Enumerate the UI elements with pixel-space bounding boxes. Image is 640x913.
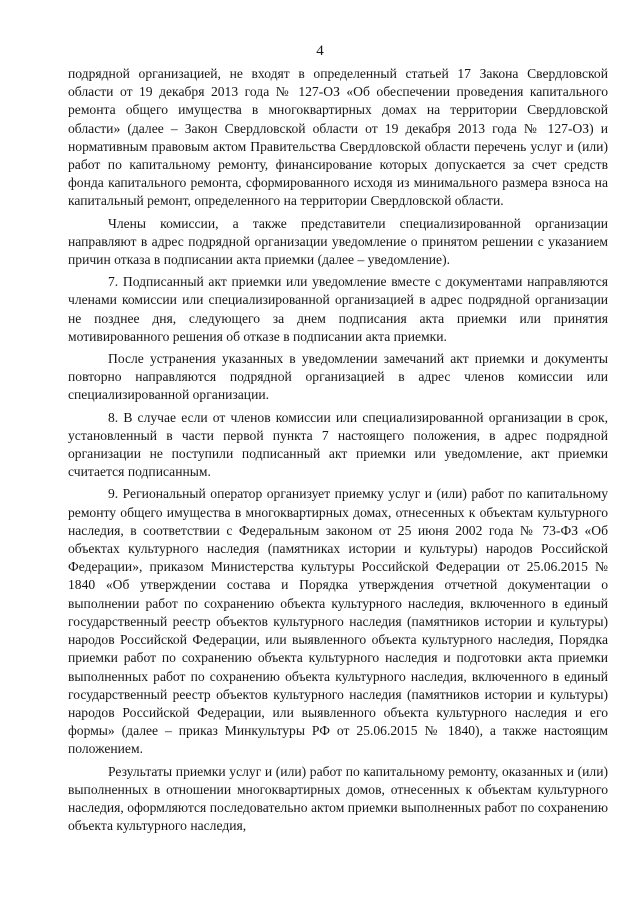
page-number: 4: [316, 43, 324, 59]
paragraph-continued: подрядной организацией, не входят в определенный статьей 17 Закона Свердловской области от 19 декабря 2013 года № 127-ОЗ «Об обеспечении проведения капитального ремонта общего имущества в многоквартирных домах на территории Свердловской области» (далее – Закон Свердловской области от 19 декабря 2013 года № 127-ОЗ) и нормативным правовым актом Правительства Свердловской области перечень услуг и (или) работ по капитальному ремонту, финансирование которых допускается за счет средств фонда капитального ремонта, сформированного исходя из минимального размера взноса на капитальный ремонт, определенного на территории Свердловской области.: [68, 66, 608, 209]
paragraph-item-8: 8. В случае если от членов комиссии или специализированной организации в срок, установленный в части первой пункта 7 настоящего положения, в адрес подрядной организации не поступили подписанный акт приемки или уведомление, акт приемки считается подписанным.: [68, 409, 608, 480]
paragraph-results: Результаты приемки услуг и (или) работ по капитальному ремонту, оказанных и (или) выполненных в отношении многоквартирных домов, отнесенных к объектам культурного наследия, оформляются последовательно актом приемки выполненных работ по сохранению объекта культурного наследия,: [68, 763, 608, 834]
paragraph-item-7: 7. Подписанный акт приемки или уведомление вместе с документами направляются членами комиссии или специализированной организацией в адрес подрядной организации не позднее дня, следующего за днем подписания акта приемки или принятия мотивированного решения об отказе в подписании акта приемки.: [68, 274, 608, 344]
paragraph-commission-notice: Члены комиссии, а также представители специализированной организации направляют в адрес подрядной организации уведомление о принятом решении с указанием причин отказа в подписании акта приемки (далее – уведомление).: [68, 215, 608, 268]
paragraph-item-9: 9. Региональный оператор организует приемку услуг и (или) работ по капитальному ремонту общего имущества в многоквартирных домах, отнесенных к объектам культурного наследия, в соответствии с Федеральным законом от 25 июня 2002 года № 73-ФЗ «Об объектах культурного наследия (памятниках истории и культуры) народов Российской Федерации», приказом Министерства культуры Российской Федерации от 25.06.2015 № 1840 «Об утверждении состава и Порядка утверждения отчетной документации о выполнении работ по сохранению объекта культурного наследия, включенного в единый государственный реестр объектов культурного наследия (памятников истории и культуры) народов Российской Федерации, или выявленного объекта культурного наследия, Порядка приемки работ по сохранению объекта культурного наследия и подготовки акта приемки выполненных работ по сохранению объекта культурного наследия, включенного в единый государственный реестр объектов культурного наследия (памятников истории и культуры) народов Российской Федерации, или выявленного объекта культурного наследия и его формы» (далее – приказ Минкультуры РФ от 25.06.2015 № 1840), а также настоящим положением.: [68, 486, 608, 757]
document-body: [68, 65, 608, 839]
paragraph-after-remarks: После устранения указанных в уведомлении замечаний акт приемки и документы повторно направляются подрядной организацией в адрес членов комиссии или специализированной организации.: [68, 351, 608, 403]
